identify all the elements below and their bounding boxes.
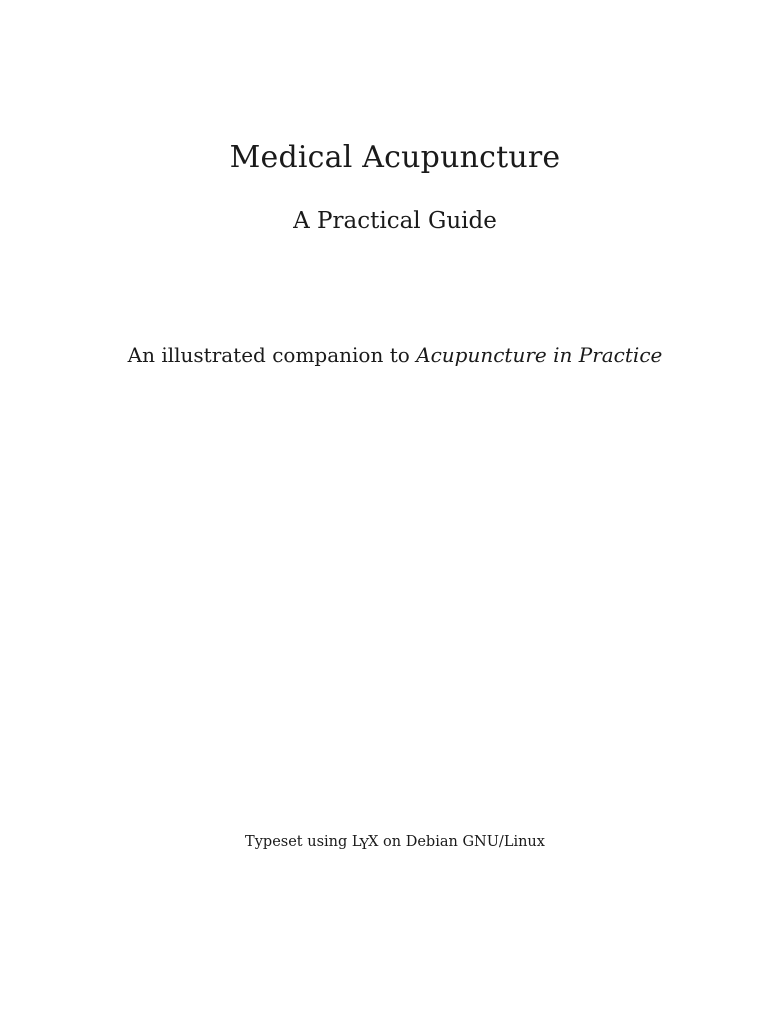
typeset-note — [0, 834, 768, 853]
typeset-prefix: Typeset using — [245, 834, 352, 850]
book-title: Medical Acupuncture — [229, 140, 561, 175]
companion-line — [0, 343, 768, 367]
book-subtitle: A Practical Guide — [293, 208, 497, 234]
lyx-logo: LYX — [351, 834, 379, 853]
companion-book-title: Acupuncture in Practice — [416, 343, 663, 367]
companion-prefix: An illustrated companion to — [127, 343, 417, 367]
typeset-suffix: on Debian GNU/Linux — [378, 834, 545, 850]
